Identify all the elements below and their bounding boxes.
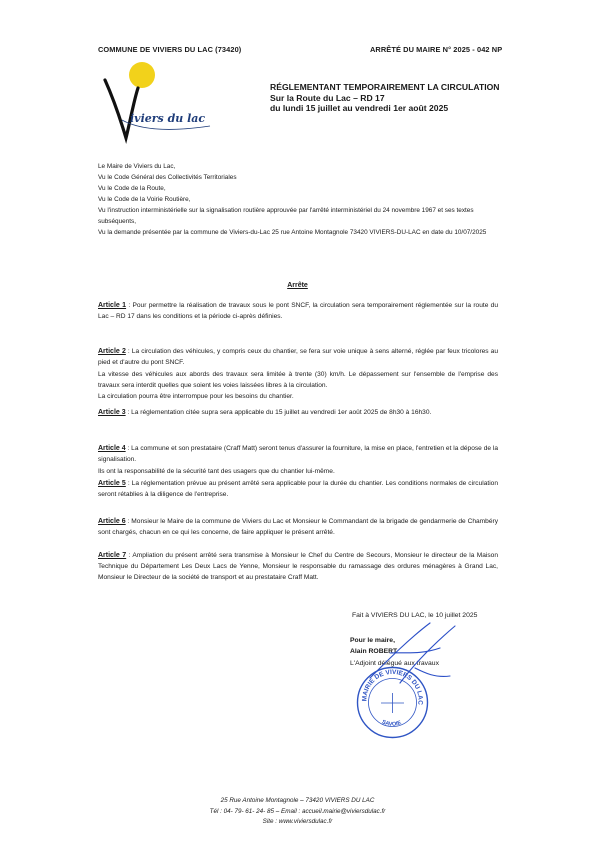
footer-contact: Tél : 04- 79- 61- 24- 85 – Email : accueil.mairie@viviersdulac.fr [209, 807, 386, 815]
article-text: : La réglementation citée supra sera applicable du 15 juillet au vendredi 1er août 2025 de 8h30 à 16h30. [125, 409, 432, 416]
article-4 [98, 432, 498, 477]
article-7 [98, 550, 498, 584]
article-label: Article 3 [98, 409, 126, 416]
article-text: : Pour permettre la réalisation de travaux sous le pont SNCF, la circulation sera temporairement réglementée sur la route du Lac – RD 17 dans les conditions et la période ci-après définies. [98, 302, 498, 321]
svg-text:SAVOIE [381, 719, 403, 728]
article-label: Article 6 [98, 518, 126, 525]
article-text: : La commune et son prestataire (Craff Matt) seront tenus d'assurer la fourniture, la mise en place, l'entretien et la dépose de la signalisation. Ils ont la responsabilité de la sécurité tant des usagers que du chantier lui-même. [98, 445, 498, 475]
title-line-2: Sur la Route du Lac – RD 17 [270, 92, 385, 103]
signatory-role: L'Adjoint délégué aux travaux [350, 659, 439, 667]
visa-line: Le Maire de Viviers du Lac, [98, 163, 176, 170]
visa-line: Vu l'instruction interministérielle sur la signalisation routière approuvée par l'arrêté interministériel du 24 novembre 1967 et ses textes subséquents, [98, 207, 474, 225]
article-label: Article 7 [98, 552, 127, 559]
article-text: : La circulation des véhicules, y compris ceux du chantier, se fera sur voie unique à sens alterné, réglée par feux tricolores au pied et d'autre du pont SNCF. La vitesse des véhicules aux abords des travaux sera limitée à trente (30) km/h. Le dépassement sur l'ensemble de l'emprise des travaux sera interdit quelles que soient les voies laissées libres à la circulation. La circulation pourra être interrompue pour les besoins du chantier. [98, 348, 498, 401]
visa-line: Vu le Code Général des Collectivités Territoriales [98, 174, 237, 181]
article-label: Article 1 [98, 302, 127, 309]
v-letter-icon [105, 80, 138, 138]
article-5 [98, 478, 498, 500]
footer-address: 25 Rue Antoine Montagnole – 73420 VIVIERS DU LAC [220, 797, 375, 804]
article-6 [98, 516, 498, 538]
article-text: : Monsieur le Maire de la commune de Viviers du Lac et Monsieur le Commandant de la brigade de gendarmerie de Chambéry sont chargés, chacun en ce qui les concerne, de faire appliquer le présent arrêté. [98, 518, 499, 537]
arrete-heading: Arrête [287, 282, 308, 289]
place-date: Fait à VIVIERS DU LAC, le 10 juillet 2025 [352, 612, 478, 619]
article-1 [98, 300, 498, 322]
visa-line: Vu le Code de la Route, [98, 185, 166, 192]
signatory-name: Alain ROBERT [350, 648, 398, 656]
article-label: Article 4 [98, 445, 126, 453]
article-text: : Ampliation du présent arrêté sera transmise à Monsieur le Chef du Centre de Secours, Monsieur le directeur de la Maison Technique du Département Les Deux Lacs de Yenne, Monsieur le responsable du ramassage des ordures ménagères à Grand Lac, Monsieur le Directeur de la société de transport et au prestataire Craff Matt. [98, 552, 499, 582]
stamp-bottom-text: SAVOIE [380, 719, 403, 728]
commune-name: COMMUNE DE VIVIERS DU LAC (73420) [98, 45, 242, 54]
document-title [270, 82, 499, 114]
arrete-reference: ARRÊTÉ DU MAIRE N° 2025 - 042 NP [370, 45, 503, 54]
footer-site: Site : www.viviersdulac.fr [262, 818, 333, 825]
article-text: : La réglementation prévue au présent arrêté sera applicable pour la durée du chantier. Les conditions normales de circulation seront rétablies à la diligence de l'entreprise. [98, 480, 498, 499]
title-line-3: du lundi 15 juillet au vendredi 1er août 2025 [270, 103, 449, 113]
pour-le-maire: Pour le maire, [350, 637, 395, 644]
mairie-stamp [355, 665, 430, 740]
visa-line: Vu le Code de la Voirie Routière, [98, 196, 191, 203]
article-2 [98, 335, 498, 402]
article-3 [98, 407, 498, 418]
article-label: Article 5 [98, 480, 126, 487]
commune-logo [100, 60, 220, 150]
sun-icon [129, 62, 155, 88]
logo-text: iviers du lac [130, 112, 206, 125]
footer [0, 796, 595, 828]
stamp-top-text: MAIRIE DE VIVIERS DU LAC [361, 668, 424, 706]
article-label: Article 2 [98, 348, 126, 356]
title-line-1: RÉGLEMENTANT TEMPORAIREMENT LA CIRCULATION [270, 82, 500, 92]
visa-line: Vu la demande présentée par la commune de Viviers-du-Lac 25 rue Antoine Montagnole 73420 VIVIERS-DU-LAC en date du 10/07/2025 [98, 229, 487, 236]
visas-block [98, 161, 498, 238]
